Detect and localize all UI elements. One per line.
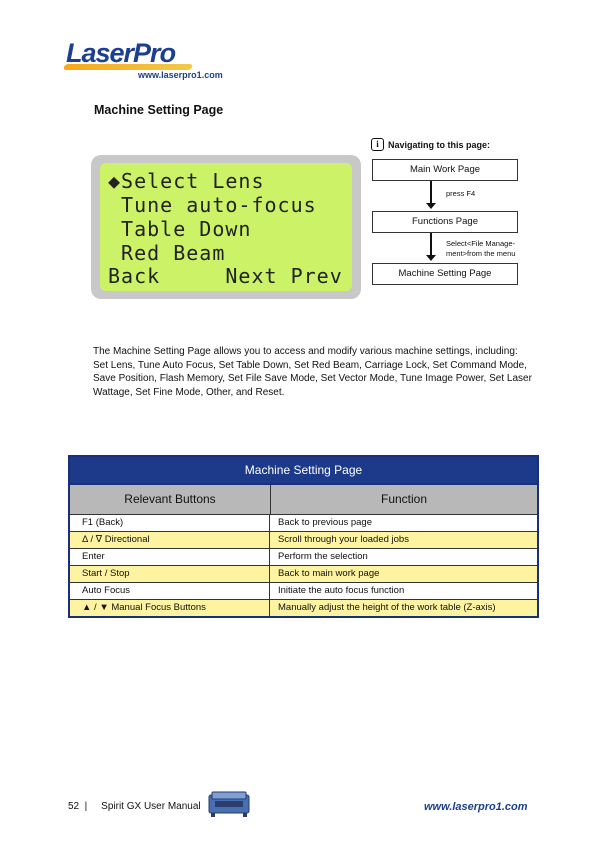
table-cell: Auto Focus (70, 583, 270, 599)
column-header: Function (380, 492, 428, 506)
table-row (70, 566, 537, 583)
footer-page-label: 52 | Spirit GX User Manual (68, 801, 201, 812)
lcd-screen (100, 163, 352, 291)
machine-setting-table (68, 455, 539, 618)
down-arrow-icon (430, 181, 432, 203)
lcd-line: Red Beam (108, 241, 226, 265)
lcd-panel (91, 155, 361, 299)
info-icon: i (371, 138, 384, 151)
nav-heading-text: Navigating to this page: (388, 139, 491, 150)
table-cell: Back to previous page (278, 517, 373, 528)
table-cell: F1 (Back) (70, 515, 270, 531)
table-cell: Start / Stop (70, 566, 270, 582)
laserpro-logo (62, 38, 232, 84)
nav-box-main-work-page: Main Work Page (372, 159, 518, 181)
table-cell: Manually adjust the height of the work table (Z-axis) (278, 602, 496, 613)
table-row (70, 600, 537, 616)
nav-box-machine-setting-page: Machine Setting Page (372, 263, 518, 285)
table-cell: Initiate the auto focus function (278, 585, 405, 596)
table-cell: Δ / ∇ Directional (70, 532, 270, 548)
table-cell: Scroll through your loaded jobs (278, 534, 409, 545)
nav-box-functions-page: Functions Page (372, 211, 518, 233)
table-row (70, 583, 537, 600)
nav-note: ment>from the menu (446, 249, 516, 258)
nav-heading (371, 138, 490, 151)
nav-note: press F4 (446, 189, 476, 198)
table-row (70, 515, 537, 532)
lcd-line: Table Down (108, 217, 252, 241)
column-header: Relevant Buttons (70, 485, 271, 514)
laser-engraver-icon (206, 789, 252, 819)
lcd-line: Tune auto-focus (108, 193, 317, 217)
nav-note: Select<File Manage- (446, 239, 515, 248)
page-title: Machine Setting Page (94, 103, 224, 117)
table-row (70, 549, 537, 566)
intro-paragraph: The Machine Setting Page allows you to access and modify various machine settings, including: Set Lens, Tune Auto Focus, Set Table Down, Set Red Beam, Carriage Lock, Set Command Mode, Save Position, Flash Memory, Set File Save Mode, Set Vector Mode, Tune Image Power, Set Laser Wattage, Set Fine Mode, Other, and Reset. (93, 346, 532, 398)
table-cell: Perform the selection (278, 551, 368, 562)
table-header (70, 485, 537, 515)
logo-url: www.laserpro1.com (138, 70, 223, 80)
table-cell: Enter (70, 549, 270, 565)
table-cell: ▲ / ▼ Manual Focus Buttons (70, 600, 270, 616)
logo-wordmark: LaserPro (66, 38, 176, 68)
table-title: Machine Setting Page (70, 457, 537, 485)
down-arrow-icon (430, 233, 432, 255)
lcd-line: Back Next Prev (108, 264, 343, 288)
table-row (70, 532, 537, 549)
lcd-line: ◆Select Lens (108, 169, 265, 193)
footer-url: www.laserpro1.com (424, 801, 528, 813)
table-cell: Back to main work page (278, 568, 380, 579)
